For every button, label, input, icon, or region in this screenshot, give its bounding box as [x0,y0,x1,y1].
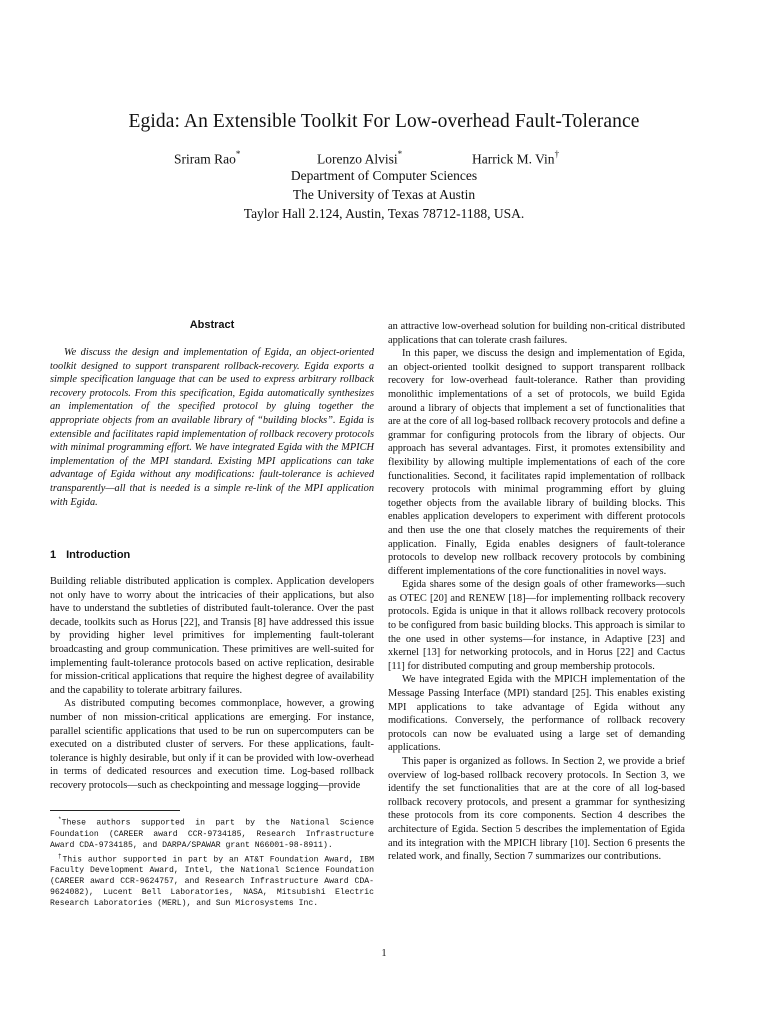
body-paragraph: Egida shares some of the design goals of other frameworks—such as OTEC [20] and RENEW [18]—for implementing rollback recovery protocols. Egida is unique in that it allows rollback recovery protocols to be configured from basic building blocks. This approach is similar to the one used in other systems—for instance, in Adaptive [23] and xkernel [13] for networking protocols, and in Horus [22] and Cactus [11] for distributed computing and group membership protocols. [388,579,685,672]
affiliation-address: Taylor Hall 2.124, Austin, Texas 78712-1188, USA. [243,206,525,221]
section-number: 1 [50,549,57,561]
author-name: Harrick M. Vin [472,151,555,167]
author-footnote-mark: * [235,149,241,159]
introduction-left-column [50,575,374,793]
affiliation-department: Department of Computer Sciences [290,168,478,183]
footnote-divider [50,810,180,811]
section-heading-introduction [50,549,130,561]
footnote [50,814,374,851]
affiliation-university: The University of Texas at Austin [292,187,476,202]
abstract-text: We discuss the design and implementation of Egida, an object-oriented toolkit designed to support transparent rollback-recovery. Egida exports a simple specification language that can be used to express arbitrary rollback recovery protocols. From this specification, Egida automatically synthesizes an implementation of the specified protocol by gluing together the appropriate objects from an available library of “building blocks”. Egida is extensible and facilitates rapid implementation of rollback recovery protocols with minimal programming effort. We have integrated Egida with the MPICH implementation of the MPI standard. Existing MPI applications can take advantage of Egida without any modifications: fault-tolerance is achieved transparently—all that is needed is a simple re-link of the MPI application with Egida. [50,347,374,508]
footnotes [50,814,374,909]
body-paragraph: As distributed computing becomes commonplace, however, a growing number of non mission-critical applications are emerging. For instance, parallel scientific applications that used to be run on supercomputers can be executed on a distributed cluster of servers. For these applications, fault-tolerance is highly desirable, but only if it can be provided with low-overhead in terms of dedicated resources and execution time. Log-based rollback recovery protocols—such as checkpointing and message logging—provide [50,698,374,791]
page-number: 1 [381,948,387,959]
author-name: Lorenzo Alvisi [317,151,398,167]
author-vin [472,150,559,168]
body-paragraph: This paper is organized as follows. In Section 2, we provide a brief overview of log-based rollback recovery protocols. In Section 3, we identify the set functionalities that are at the core of all log-based rollback recovery protocols, and present a grammar for synthesizing these protocols from its core components. Section 4 describes the architecture of Egida. Section 5 describes the implementation of Egida and its integration with the MPICH library [10]. Section 6 presents the related work, and finally, Section 7 summarizes our contributions. [388,756,685,863]
paper-title: Egida: An Extensible Toolkit For Low-overhead Fault-Tolerance [128,111,640,132]
abstract-heading: Abstract [189,319,235,331]
body-paragraph: We have integrated Egida with the MPICH implementation of the Message Passing Interface (MPI) standard [25]. This enables existing MPI applications to take advantage of Egida without any modifications. Conversely, the performance of rollback recovery protocols can now be evaluated using a large set of demanding applications. [388,674,685,754]
author-footnote-mark: * [397,149,403,159]
abstract-body [50,346,374,509]
footnote-mark: * [58,816,62,823]
author-alvisi [317,150,402,168]
footnote [50,851,374,910]
author-list [0,150,768,168]
body-paragraph: an attractive low-overhead solution for building non-critical distributed applications that can tolerate crash failures. [388,321,685,346]
footnote-mark: † [58,852,63,860]
author-rao [174,150,240,168]
introduction-right-column [388,320,685,864]
footnote-text: These authors supported in part by the National Science Foundation (CAREER award CCR-9734185, Research Infrastructure Award CDA-9734185, and DARPA/SPAWAR grant N66001-98-8911). [50,818,374,850]
body-paragraph: Building reliable distributed application is complex. Application developers not only have to worry about the intricacies of their applications, but also have to understand the subtleties of distributed fault-tolerance. Over the past decade, toolkits such as Horus [22], and Transis [8] have addressed this issue by providing higher level primitives for implementing fault-tolerant broadcasting and group communication. These primitives are well-suited for implementing fault-tolerance protocols based on active replication, desirable for mission-critical applications that require the highest degree of availability and the capability to tolerate arbitrary failures. [50,576,374,696]
section-title: Introduction [66,549,131,561]
author-name: Sriram Rao [174,151,236,167]
footnote-text: This author supported in part by an AT&T Foundation Award, IBM Faculty Development Award, Intel, the National Science Foundation (CAREER award CCR-9624757, and Research Infrastructure Award CDA-9624082), Lucent Bell Laboratories, NASA, Mitsubishi Electric Research Laboratories (MERL), and Sun Microsystems Inc. [50,855,374,909]
author-footnote-mark: † [554,149,560,159]
body-paragraph: In this paper, we discuss the design and implementation of Egida, an object-oriented toolkit designed to support transparent rollback recovery for low-overhead fault-tolerance. Rather than providing monolithic implementations of a set of protocols, we build Egida around a library of objects that implement a set of functionalities that are at the core of all log-based rollback recovery protocols and define a grammar for configuring protocols from the library of objects. Our approach has several advantages. First, it promotes extensibility and flexibility by allowing multiple implementations of each of the core functionalities. Second, it facilitates rapid implementation of rollback recovery protocols with minimal programming effort by gluing together objects from the available library of building blocks. This enables application developers to experiment with different protocols and then use the one that closely matches the requirements of their application. Finally, Egida enables designers of fault-tolerance protocols to develop new rollback recovery protocols by combining different implementations of the core functionalities in novel ways. [388,348,685,577]
